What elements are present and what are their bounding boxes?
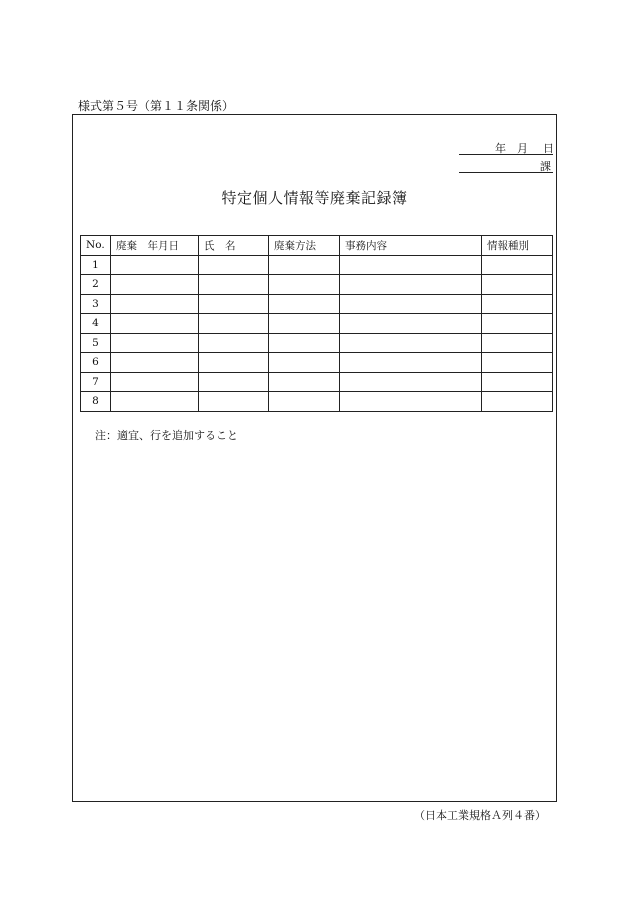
disposal-method-cell[interactable] xyxy=(269,255,340,275)
table-row xyxy=(81,372,553,392)
table-row xyxy=(81,255,553,275)
name-cell[interactable] xyxy=(199,255,269,275)
row-number: 8 xyxy=(81,392,111,412)
form-number: 様式第５号（第１１条関係） xyxy=(78,99,235,113)
disposal-method-cell[interactable] xyxy=(269,314,340,334)
name-cell[interactable] xyxy=(199,314,269,334)
task-content-cell[interactable] xyxy=(340,275,482,295)
info-type-cell[interactable] xyxy=(482,294,553,314)
name-cell[interactable] xyxy=(199,294,269,314)
disposal-method-cell[interactable] xyxy=(269,275,340,295)
row-number: 7 xyxy=(81,372,111,392)
row-number: 1 xyxy=(81,255,111,275)
disposal-date-cell[interactable] xyxy=(111,255,199,275)
table-row xyxy=(81,314,553,334)
task-content-cell[interactable] xyxy=(340,372,482,392)
table-note: 注：適宜、行を追加すること xyxy=(95,429,238,442)
name-cell[interactable] xyxy=(199,333,269,353)
info-type-cell[interactable] xyxy=(482,392,553,412)
disposal-date-cell[interactable] xyxy=(111,275,199,295)
task-content-cell[interactable] xyxy=(340,255,482,275)
row-number: 3 xyxy=(81,294,111,314)
col-header-no: No. xyxy=(81,236,111,256)
table-header-row xyxy=(81,236,553,256)
table-row xyxy=(81,294,553,314)
row-number: 5 xyxy=(81,333,111,353)
table-row xyxy=(81,392,553,412)
name-cell[interactable] xyxy=(199,275,269,295)
name-cell[interactable] xyxy=(199,372,269,392)
table-row xyxy=(81,333,553,353)
disposal-date-cell[interactable] xyxy=(111,353,199,373)
date-field xyxy=(459,140,553,155)
task-content-cell[interactable] xyxy=(340,353,482,373)
col-header-disposal-method: 廃棄方法 xyxy=(269,236,340,256)
name-cell[interactable] xyxy=(199,392,269,412)
date-month-label: 月 xyxy=(517,142,528,155)
date-day-label: 日 xyxy=(543,142,554,155)
paper-size-note: （日本工業規格Ａ列４番） xyxy=(414,809,546,822)
table-row xyxy=(81,353,553,373)
info-type-cell[interactable] xyxy=(482,372,553,392)
info-type-cell[interactable] xyxy=(482,353,553,373)
row-number: 6 xyxy=(81,353,111,373)
disposal-date-cell[interactable] xyxy=(111,314,199,334)
document-title: 特定個人情報等廃棄記録簿 xyxy=(221,189,408,207)
department-field xyxy=(459,158,553,173)
table-row xyxy=(81,275,553,295)
disposal-method-cell[interactable] xyxy=(269,353,340,373)
col-header-info-type: 情報種別 xyxy=(482,236,553,256)
disposal-date-cell[interactable] xyxy=(111,294,199,314)
disposal-date-cell[interactable] xyxy=(111,392,199,412)
info-type-cell[interactable] xyxy=(482,314,553,334)
task-content-cell[interactable] xyxy=(340,314,482,334)
task-content-cell[interactable] xyxy=(340,392,482,412)
task-content-cell[interactable] xyxy=(340,333,482,353)
department-label: 課 xyxy=(540,160,551,173)
disposal-method-cell[interactable] xyxy=(269,333,340,353)
disposal-method-cell[interactable] xyxy=(269,372,340,392)
disposal-method-cell[interactable] xyxy=(269,392,340,412)
row-number: 4 xyxy=(81,314,111,334)
info-type-cell[interactable] xyxy=(482,255,553,275)
name-cell[interactable] xyxy=(199,353,269,373)
disposal-date-cell[interactable] xyxy=(111,333,199,353)
task-content-cell[interactable] xyxy=(340,294,482,314)
info-type-cell[interactable] xyxy=(482,333,553,353)
row-number: 2 xyxy=(81,275,111,295)
disposal-date-cell[interactable] xyxy=(111,372,199,392)
info-type-cell[interactable] xyxy=(482,275,553,295)
date-year-label: 年 xyxy=(495,142,506,155)
col-header-task-content: 事務内容 xyxy=(340,236,482,256)
disposal-record-table xyxy=(80,235,553,412)
col-header-disposal-date: 廃棄 年月日 xyxy=(111,236,199,256)
form-frame xyxy=(72,114,557,802)
disposal-method-cell[interactable] xyxy=(269,294,340,314)
col-header-name: 氏 名 xyxy=(199,236,269,256)
